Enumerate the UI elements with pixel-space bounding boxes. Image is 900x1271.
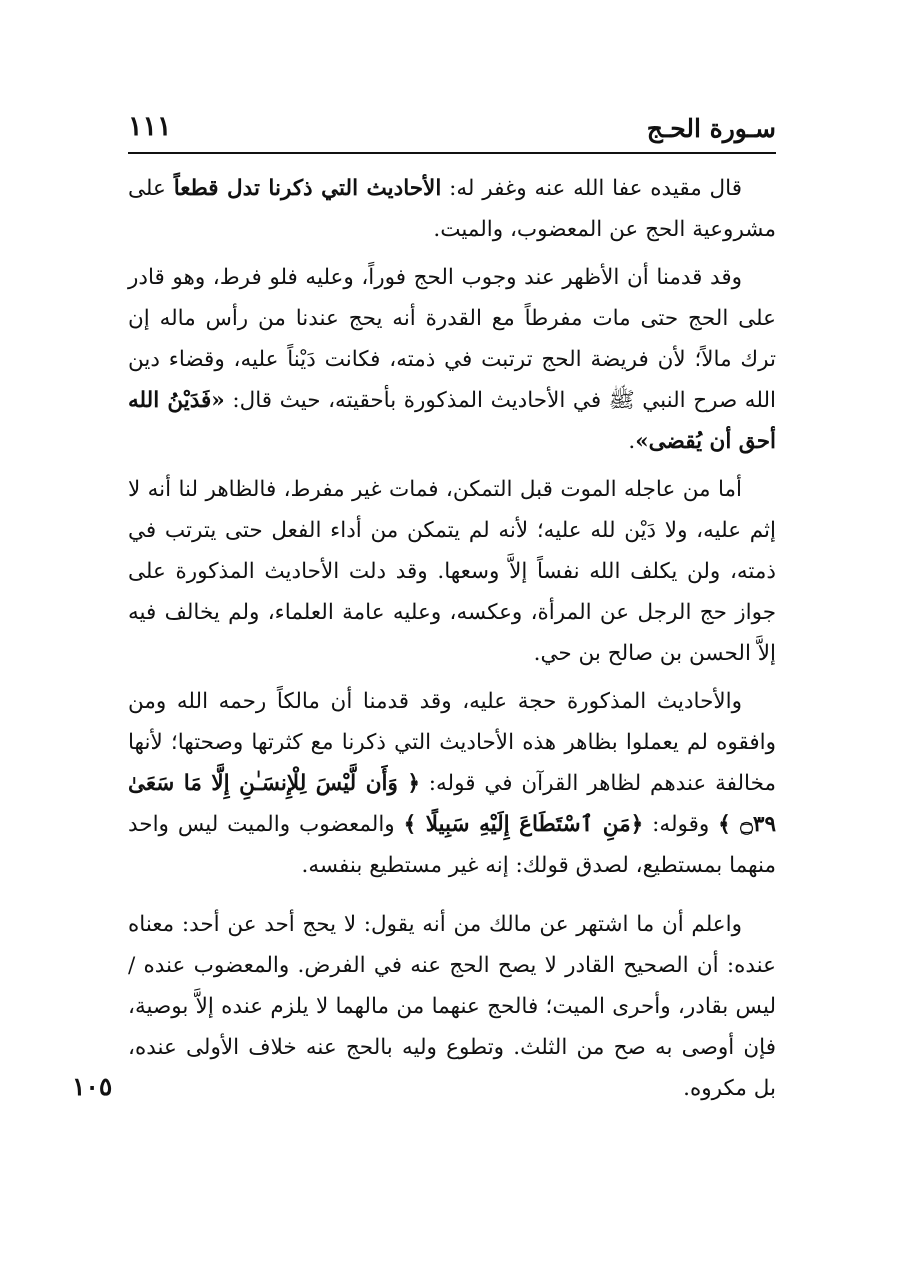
paragraph-3 xyxy=(128,469,776,674)
paragraph-1-prefix: قال مقيده عفا الله عنه وغفر له: xyxy=(441,176,742,201)
paragraph-2-end: . xyxy=(628,429,636,454)
paragraph-1 xyxy=(128,168,776,250)
paragraph-4-text-2: وقوله: xyxy=(643,812,719,837)
paragraph-4-text-1: والأحاديث المذكورة حجة عليه، وقد قدمنا أن مالكاً رحمه الله ومن وافقوه لم يعملوا بظاهر هذه الأحاديث التي ذكرنا مع كثرتها وصحتها؛ لأنها مخالفة عندهم لظاهر القرآن في قوله: xyxy=(128,689,776,796)
surah-title: سـورة الحـج xyxy=(646,114,776,143)
paragraph-5-text: واعلم أن ما اشتهر عن مالك من أنه يقول: لا يحج أحد عن أحد: معناه عنده: أن الصحيح القادر لا يصح الحج عنه في الفرض. والمعضوب عنده /ليس بقادر، وأحرى الميت؛ فالحج عنهما من مالهما لا يلزم عنده إلاَّ بوصية، فإن أوصى به صح من الثلث. وتطوع وليه بالحج عنه خلاف الأولى عنده، بل مكروه. xyxy=(128,912,776,1101)
paragraph-3-text: أما من عاجله الموت قبل التمكن، فمات غير مفرط، فالظاهر لنا أنه لا إثم عليه، ولا دَيْن لله عليه؛ لأنه لم يتمكن من أداء الفعل حتى يترتب في ذمته، ولن يكلف الله نفساً إلاَّ وسعها. وقد دلت الأحاديث المذكورة على جواز حج الرجل عن المرأة، وعكسه، وعليه عامة العلماء، ولم يخالف فيه إلاَّ الحسن بن صالح بن حي. xyxy=(128,477,776,666)
margin-page-reference: ١٠٥ xyxy=(72,1072,113,1101)
paragraph-1-emphasis: الأحاديث التي ذكرنا تدل قطعاً xyxy=(173,176,442,201)
hadith-quote: «فَدَيْنُ الله أحق أن يُقضى» xyxy=(128,388,776,454)
paragraph-4-text-3: والمعضوب والميت ليس واحد منهما بمستطيع، لصدق قولك: إنه غير مستطيع بنفسه. xyxy=(128,812,776,878)
paragraph-2-text: وقد قدمنا أن الأظهر عند وجوب الحج فوراً، وعليه فلو فرط، وهو قادر على الحج حتى مات مفرطاً مع القدرة أنه يحج عندنا من رأس ماله إن ترك مالاً؛ لأن فريضة الحج ترتبت في ذمته، فكانت دَيْناً عليه، وقضاء دين الله صرح النبي ﷺ في الأحاديث المذكورة بأحقيته، حيث قال: xyxy=(128,265,776,413)
quran-verse-1: ﴿ وَأَن لَّيْسَ لِلْإِنسَـٰنِ إِلَّا مَا سَعَىٰ ۝٣٩ ﴾ xyxy=(128,771,776,837)
quran-verse-2: ﴿مَنِ ٱسْتَطَاعَ إِلَيْهِ سَبِيلًا ﴾ xyxy=(403,812,644,837)
paragraph-4 xyxy=(128,681,776,886)
paragraph-1-suffix: على مشروعية الحج عن المعضوب، والميت. xyxy=(128,176,776,242)
page-header xyxy=(128,108,776,152)
paragraph-5 xyxy=(128,904,776,1109)
header-divider xyxy=(128,152,776,154)
page-number: ١١١ xyxy=(128,111,172,142)
paragraph-2 xyxy=(128,257,776,462)
page-body xyxy=(128,168,776,1116)
